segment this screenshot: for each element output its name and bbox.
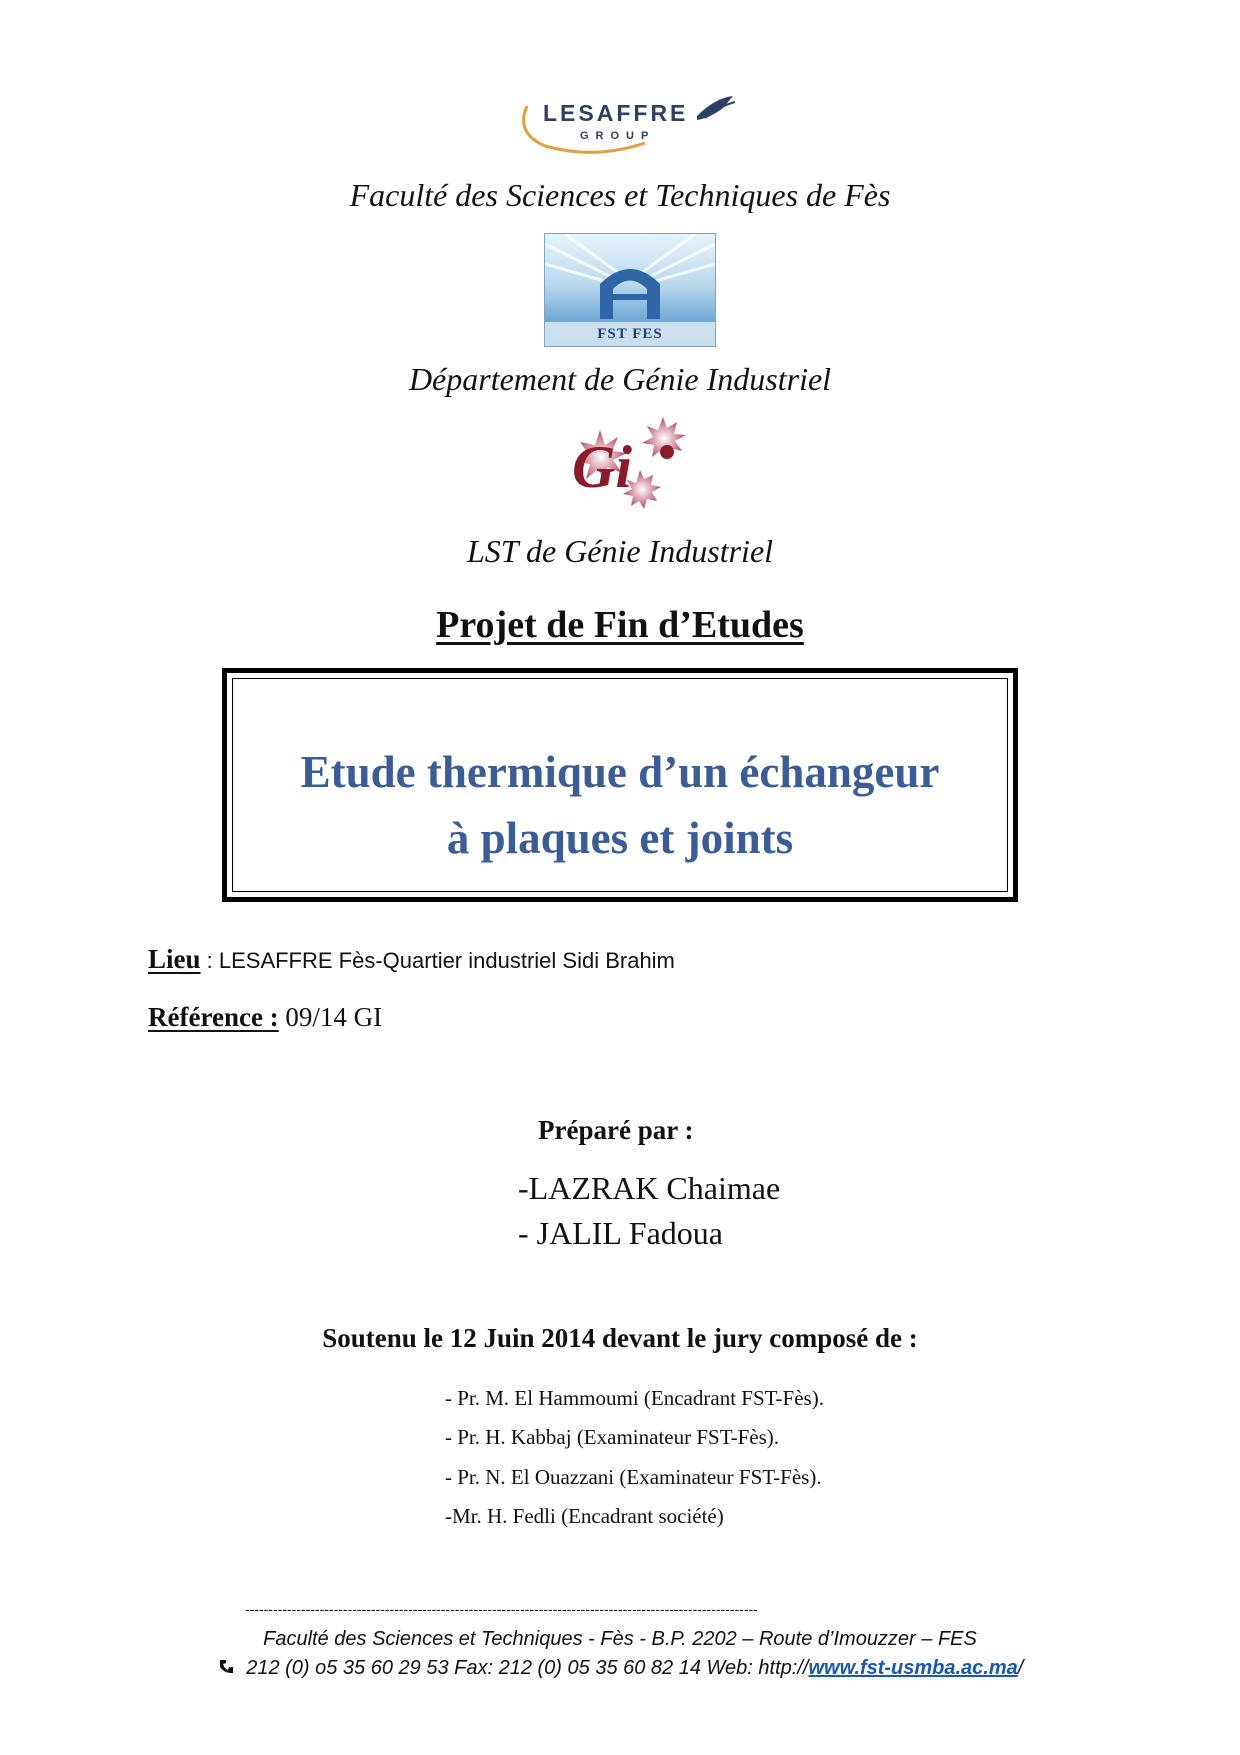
- lieu-label: Lieu: [148, 944, 201, 974]
- footer-address: Faculté des Sciences et Techniques - Fès - B.P. 2202 – Route d’Imouzzer – FES: [263, 1628, 977, 1650]
- reference-label: Référence :: [148, 1002, 279, 1032]
- fst-logo: [544, 233, 716, 347]
- jury-member: -Mr. H. Fedli (Encadrant société): [445, 1504, 724, 1528]
- lesaffre-group-label: GROUP: [580, 130, 656, 142]
- footer-contact-text: 212 (0) o5 35 60 29 53 Fax: 212 (0) 05 35 60 82 14 Web: http://: [246, 1657, 809, 1679]
- project-title-line-1: Etude thermique d’un échangeur: [300, 747, 940, 797]
- program-name: LST de Génie Industriel: [466, 533, 774, 569]
- author-item: -LAZRAK Chaimae: [518, 1170, 781, 1206]
- prepared-by-label: Préparé par :: [538, 1115, 694, 1145]
- jury-member: - Pr. N. El Ouazzani (Examinateur FST-Fès).: [445, 1465, 822, 1489]
- footer-divider: --------------------------------------------------------------------------------------------------------------: [245, 1601, 758, 1617]
- website-link[interactable]: www.fst-usmba.ac.ma: [808, 1657, 1018, 1679]
- project-title-line-2: à plaques et joints: [446, 813, 794, 863]
- phone-icon: [217, 1658, 235, 1676]
- footer-contact: [0, 1657, 1240, 1680]
- lesaffre-wordmark: LESAFFRE: [543, 100, 689, 126]
- author-item: - JALIL Fadoua: [518, 1215, 723, 1251]
- reference-value: 09/14 GI: [278, 1002, 383, 1032]
- project-title-box: [222, 668, 1018, 902]
- project-kind-heading: Projet de Fin d’Etudes: [436, 604, 804, 646]
- jury-member: - Pr. H. Kabbaj (Examinateur FST-Fès).: [445, 1425, 780, 1449]
- project-title: [233, 739, 1007, 871]
- lieu-line: [148, 944, 675, 975]
- lesaffre-logo: [505, 88, 745, 158]
- reference-line: [148, 1002, 382, 1033]
- jury-member: - Pr. M. El Hammoumi (Encadrant FST-Fès).: [445, 1386, 824, 1410]
- jury-heading: Soutenu le 12 Juin 2014 devant le jury composé de :: [322, 1323, 918, 1353]
- gi-logo: [560, 415, 700, 530]
- fst-logo-text: FST FES: [597, 326, 663, 342]
- lieu-separator: :: [200, 948, 219, 973]
- department-name: Département de Génie Industriel: [408, 361, 832, 397]
- lieu-value: LESAFFRE Fès-Quartier industriel Sidi Brahim: [218, 948, 675, 973]
- footer-contact-suffix: /: [1017, 1657, 1024, 1679]
- project-title-inner-border: [232, 678, 1008, 892]
- faculty-name: Faculté des Sciences et Techniques de Fès: [349, 177, 891, 213]
- gi-logo-text: Gi: [572, 434, 632, 500]
